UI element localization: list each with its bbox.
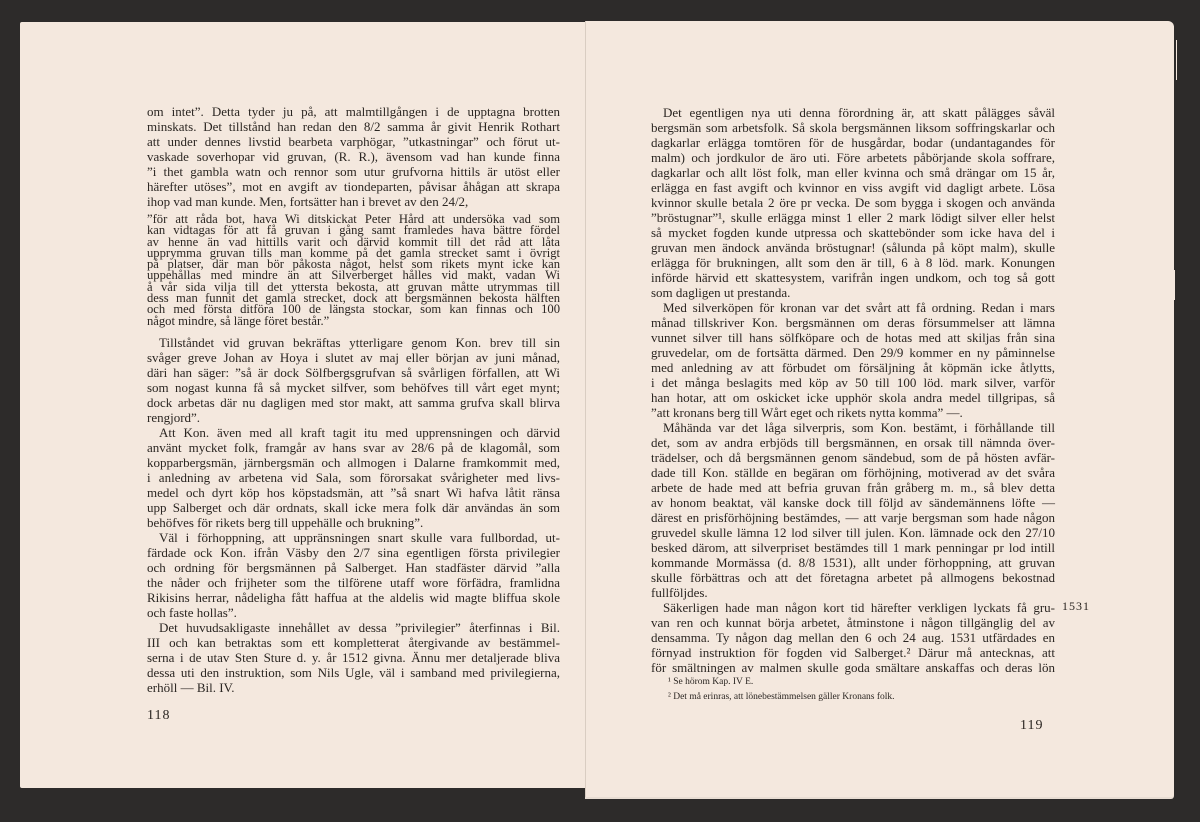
text-line: vaskade soverhopar vid gruvan, (R. R.), ävensom vad han kunde finna <box>147 149 560 164</box>
text-line: ”för att råda bot, hava Wi ditskickat Peter Hård att undersöka vad som <box>147 212 560 226</box>
text-line: å vår sida vilja till det yttersta bekosta, att gruvan måtte utrymmas till <box>147 279 560 294</box>
paragraph <box>147 425 560 530</box>
text-line: så mycket fogden kunde utpressa och skattebönder som icke hava del i <box>651 225 1055 240</box>
text-line: därest en prisförhöjning bestämdes, — att varje bergsman som hade någon <box>651 510 1055 525</box>
text-line: erhöll — Bil. IV. <box>147 679 235 695</box>
text-line: III och kan betraktas som ett kompletterat återgivande av bestämmel- <box>147 634 560 650</box>
text-line: om intet”. Detta tyder ju på, att malmtillgången i de upptagna brotten <box>147 104 560 119</box>
text-line: han hotar, att om oskicket icke upphör skola andra medel tillgripas, så <box>651 390 1055 405</box>
text-line: arbete de hade med att befria gruvan från gråberg m. m., så blev detta <box>651 480 1055 495</box>
text-line: härefter utöses”, mot en avgift av tiondeparten, påvisar åhågan att skrapa <box>147 179 560 194</box>
text-line: Det huvudsakligaste innehållet av dessa ”privilegier” återfinnas i Bil. <box>159 619 560 635</box>
text-line: dess man funnit det gamla strecket, dock att bergsmännen bekosta hälften <box>147 291 560 306</box>
text-line: fullföljdes. <box>651 585 708 600</box>
footnote-2: ² Det må erinras, att lönebestämmelsen gäller Kronans folk. <box>668 692 895 702</box>
text-line: Måhända var det låga silverpris, som Kon. bestämt, i förhållande till <box>663 420 1055 435</box>
text-line: något mindre, så länge föret består.” <box>147 313 330 328</box>
text-line: Att Kon. även med all kraft tagit itu med upprensningen och därvid <box>159 424 560 440</box>
paragraph <box>651 600 1055 675</box>
text-line: förnyad instruktion för fogden vid Salberget.² Därur må antecknas, att <box>651 645 1055 660</box>
text-line: däri han säger: ”så är dock Sölfbergsgrufvan så svårligen förfallen, att Wi <box>147 364 560 380</box>
text-line: i anledning av arbetena vid Sala, som förorsakat svårigheter med livs- <box>147 469 560 485</box>
text-line: erlägga en fast avgift och kvinnor en viss avgift vid dagligt arbete. Lösa <box>651 180 1055 195</box>
text-line: och faste hollas”. <box>147 604 237 620</box>
paragraph <box>147 620 560 695</box>
loose-thread <box>1174 270 1175 300</box>
text-line: serna i de utav Sten Sture d. y. år 1512 givna. Ännu mer detaljerade bliva <box>147 649 560 665</box>
text-line: medel och dyrt köp hos köpstadsmän, att ”så snart Wi hafva låtit ränsa <box>147 484 560 500</box>
text-line: kvinnor skulle betala 2 öre pr vecka. De som bygga i skogen och använda <box>651 195 1055 210</box>
text-line: ”i thet gambla watn och rennor som utur grufvorna hittils är utöst eller <box>147 164 560 179</box>
text-line: svåger greve Johan av Hoya i slutet av maj eller början av juni månad, <box>147 349 560 365</box>
text-line: gruvan men ändock använda bröstugnar! (sålunda på köpt malm), skulle <box>651 240 1055 255</box>
block-quote <box>147 214 560 327</box>
text-line: upp Salberget och där ordnats, skall icke mera folk där användas än som <box>147 499 560 515</box>
text-line: dagkarlar erlägga tomtören för de husgårdar, bodar (undantagandes för <box>651 135 1055 150</box>
text-line: av henne än vad hittills varit och därvid kommit till det råd att låta <box>147 234 560 249</box>
paragraph <box>147 335 560 425</box>
text-line: dagkarlar och allt löst folk, man eller kvinna och små drängar om 15 år, <box>651 165 1055 180</box>
paragraph <box>147 104 560 209</box>
text-line: månad tillskriver Kon. bergsmännen om deras försummelser att lämna <box>651 315 1055 330</box>
text-line: minskats. Det tillstånd han redan den 8/2 samma år givit Henrik Rothart <box>147 119 560 134</box>
page-number-left: 118 <box>147 708 171 723</box>
text-line: gruvedel skulle lämna 12 lod silver till julen. Kon. lämnade ock den 27/10 <box>651 525 1055 540</box>
text-line: som nogast kunna få så mycket silfver, som behöfves till vårt eget mynt; <box>147 379 560 395</box>
text-line: bergsmän som arbetsfolk. Så skola bergsmännen liksom soffringskarlar och <box>651 120 1055 135</box>
text-line: kopparbergsmän, järnbergsmän och allmogen i Dalarne framkommit med, <box>147 454 560 470</box>
paragraph <box>651 105 1055 300</box>
loose-thread <box>1176 40 1177 80</box>
text-line: och ordning för bergsmännen på Salberget. Han stadfäster därvid ”alla <box>147 559 560 575</box>
text-line: dock arbetas där nu dagligen med stor makt, att samma grufva skall blirva <box>147 394 560 410</box>
footnote-1: ¹ Se hörom Kap. IV E. <box>668 677 754 687</box>
text-line: ”bröstugnar”¹, skulle erlägga minst 1 eller 2 mark lödigt silver eller helst <box>651 210 1055 225</box>
text-line: upprymma gruvan tills man komme på det gamla strecket samt i övrigt <box>147 245 560 260</box>
text-line: kommande Mormässa (d. 8/8 1531), allt under förhoppning, att gruvan <box>651 555 1055 570</box>
text-line: på platser, där man bör påkosta något, helst som rikets mynt icke kan <box>147 257 560 272</box>
text-line: färdade ock Kon. ifrån Väsby den 2/7 sina egentligen första privilegier <box>147 544 560 560</box>
left-page-body-text <box>147 104 560 695</box>
text-line: använt mycket folk, framgår av hans svar av 28/6 på de klagomål, som <box>147 439 560 455</box>
text-line: skulle förbättras och att det företagna arbetet på allmogens bekostnad <box>651 570 1055 585</box>
text-line: Rikisins herrar, nådeligha fått haffua at the aldelis wid magte bliffua skole <box>147 589 560 605</box>
text-line: ihop vad man kunde. Men, fortsätter han i brevet av den 24/2, <box>147 194 469 209</box>
text-line: att under dennes livstid bearbeta varphögar, ”utkastningar” och förut ut- <box>147 134 560 149</box>
text-line: van ren och kunnat börja arbetet, åtminstone i någon tillgänglig del av <box>651 615 1055 630</box>
text-line: som dagligen ut prestanda. <box>651 285 791 300</box>
text-line: gruvedelar, om de fortsätta därmed. Den 29/9 kommer en ny påminnelse <box>651 345 1055 360</box>
text-line: Tillståndet vid gruvan bekräftas ytterligare genom Kon. brev till sin <box>159 334 560 350</box>
text-line: kan vidtagas för att få gruvan i gång samt framledes hava bättre fördel <box>147 223 560 238</box>
text-line: det, som av andra erbjöds till bergsmännen, en orsak till nämnda över- <box>651 435 1055 450</box>
paragraph <box>147 530 560 620</box>
paragraph <box>651 300 1055 420</box>
text-line: erlägga för brukningen, allt som den är till, 6 à 8 löd. mark. Konungen <box>651 255 1055 270</box>
text-line: Säkerligen hade man någon kort tid härefter verkligen lyckats få gru- <box>663 600 1055 615</box>
text-line: av honom beaktat, väl kanske dock till följd av sändemännens löfte — <box>651 495 1055 510</box>
text-line: vunnet silver till hans sölfköpare och de hotas med att skiljas från sina <box>651 330 1055 345</box>
page-number-right: 119 <box>1020 718 1044 733</box>
text-line: ”att kronans berg till Wårt eget och rikets nytta komma” —. <box>651 405 963 420</box>
text-line: dade till Kon. ställde en begäran om förhöjning, motiverad av det svåra <box>651 465 1055 480</box>
text-line: trädelser, och då bergsmännen genom sändebud, som de på hösten avfär- <box>651 450 1055 465</box>
text-line: rengjord”. <box>147 409 201 425</box>
text-line: och med första ditföra 100 de längsta stockar, som kan finnas och 100 <box>147 302 560 317</box>
text-line: uppehållas med mindre än att Silverberget hålles vid makt, vadan Wi <box>147 268 560 283</box>
text-line: behöfves för rikets berg till uppehälle och brukning”. <box>147 514 424 530</box>
text-line: med anledning av att förbudet om försäljning åt köpmän icke åtlytts, <box>651 360 1055 375</box>
text-line: dessa uti den instruktion, som Nils Ugle, väl i samband med privilegierna, <box>147 664 560 680</box>
text-line: för smältningen av malmen skulle goda smältare anskaffas och deras lön <box>651 660 1055 675</box>
right-page-body-text <box>651 105 1055 675</box>
paragraph <box>651 420 1055 600</box>
footnotes <box>668 675 895 705</box>
text-line: Det egentligen nya uti denna förordning är, att skatt pålägges såväl <box>663 105 1055 120</box>
text-line: Väl i förhoppning, att uppränsningen snart skulle vara fullbordad, ut- <box>159 529 560 545</box>
text-line: besked därom, att silverpriset bestämdes till 1 mark penningar pr lod intill <box>651 540 1055 555</box>
text-line: införde härvid ett skattesystem, varifrån ingen undkom, och tog så gott <box>651 270 1055 285</box>
text-line: the nåder och frijheter som the tilförene utaff wore förfädra, framlidna <box>147 574 560 590</box>
text-line: densamma. Ty någon dag mellan den 6 och 24 aug. 1531 utfärdades en <box>651 630 1055 645</box>
margin-note-year: 1531 <box>1062 599 1090 613</box>
text-line: Med silverköpen för kronan var det svårt att få ordning. Redan i mars <box>663 300 1055 315</box>
text-line: i det många beslagits med köp av 50 till 100 löd. mark silver, varför <box>651 375 1055 390</box>
text-line: malm) och jordkulor de äro uti. Före arbetets påbörjande skola soffrare, <box>651 150 1055 165</box>
